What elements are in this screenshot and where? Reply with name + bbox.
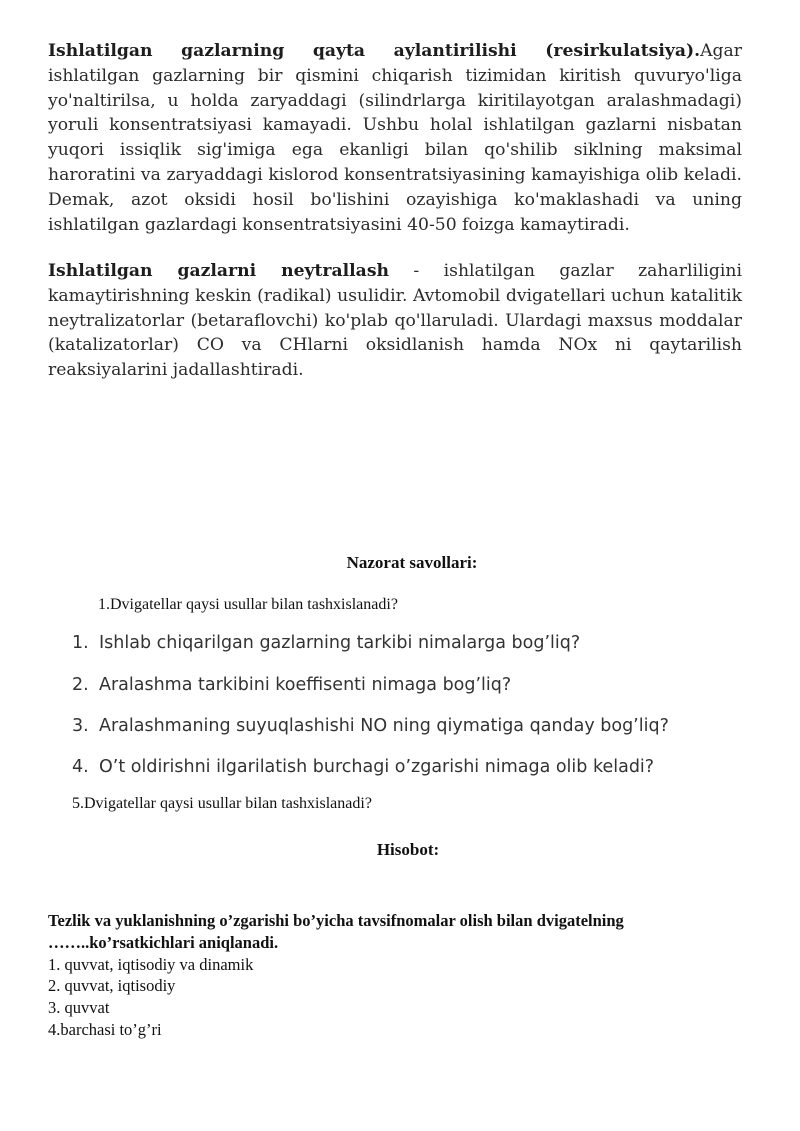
control-question-first: 1.Dvigatellar qaysi usullar bilan tashxislanadi? [98,596,398,613]
item-text: Ishlab chiqarilgan gazlarning tarkibi nimalarga bog’liq? [99,633,581,653]
test-option: 4.barchasi to’g’ri [48,1020,162,1039]
paragraph-body: Agar ishlatilgan gazlarning bir qismini chiqarish tizimidan kiritish quvuryo'liga yo'naltirilsa, u holda zaryaddagi (silindrlarga kiritilayotgan aralashmadagi) yoruli konsentratsiyasi kamayadi. Ushbu holal ishlatilgan gazlarni nisbatan yuqori issiqlik sig'imiga ega ekanligi bilan qo'shilib siklning maksimal haroratini va zaryaddagi kislorod konsentratsiyasining kamayishiga olib keladi. Demak, azot oksidi hosil bo'lishini ozayishiga ko'maklashadi va uning ishlatilgan gazlardagi konsentratsiyasini 40-50 foizga kamaytiradi. [48,41,742,235]
test-option: 2. quvvat, iqtisodiy [48,976,176,995]
item-number: 4. [72,757,89,777]
paragraph-heading: Ishlatilgan gazlarni neytrallash [48,261,389,281]
test-option: 3. quvvat [48,998,110,1017]
item-number: 3. [72,716,89,736]
paragraph-neytrallash [48,259,742,383]
test-question: Tezlik va yuklanishning o’zgarishi bo’yicha tavsifnomalar olish bilan dvigatelning ……..ko’rsatkichlari aniqlanadi. [48,911,624,952]
paragraph-body: - ishlatilgan gazlar zaharliligini kamaytirishning keskin (radikal) usulidir. Avtomobil dvigatellari uchun katalitik neytralizatorlar (betaraflovchi) ko'plab qo'llaruladi. Ulardagi maxsus moddalar (katalizatorlar) CO va CHlarni oksidlanish hamda NOx ni qaytarilish reaksiyalarini jadallashtiradi. [48,261,742,381]
item-text: Aralashma tarkibini koeffisenti nimaga bog’liq? [99,675,512,695]
item-text: O’t oldirishni ilgarilatish burchagi o’zgarishi nimaga olib keladi? [99,757,655,777]
report-title: Hisobot: [376,840,440,859]
control-question-item [72,675,511,695]
control-question-last: 5.Dvigatellar qaysi usullar bilan tashxislanadi? [72,795,372,812]
item-number: 1. [72,633,89,653]
paragraph-resirkulatsiya [48,39,742,237]
item-text: Aralashmaning suyuqlashishi NO ning qiymatiga qanday bog’liq? [99,716,669,736]
control-question-item [72,633,580,653]
paragraph-heading: Ishlatilgan gazlarning qayta aylantirilishi (resirkulatsiya). [48,41,701,61]
control-questions-title: Nazorat savollari: [346,553,478,572]
test-option: 1. quvvat, iqtisodiy va dinamik [48,955,254,974]
control-question-item [72,716,669,736]
control-question-item [72,757,654,777]
item-number: 2. [72,675,89,695]
